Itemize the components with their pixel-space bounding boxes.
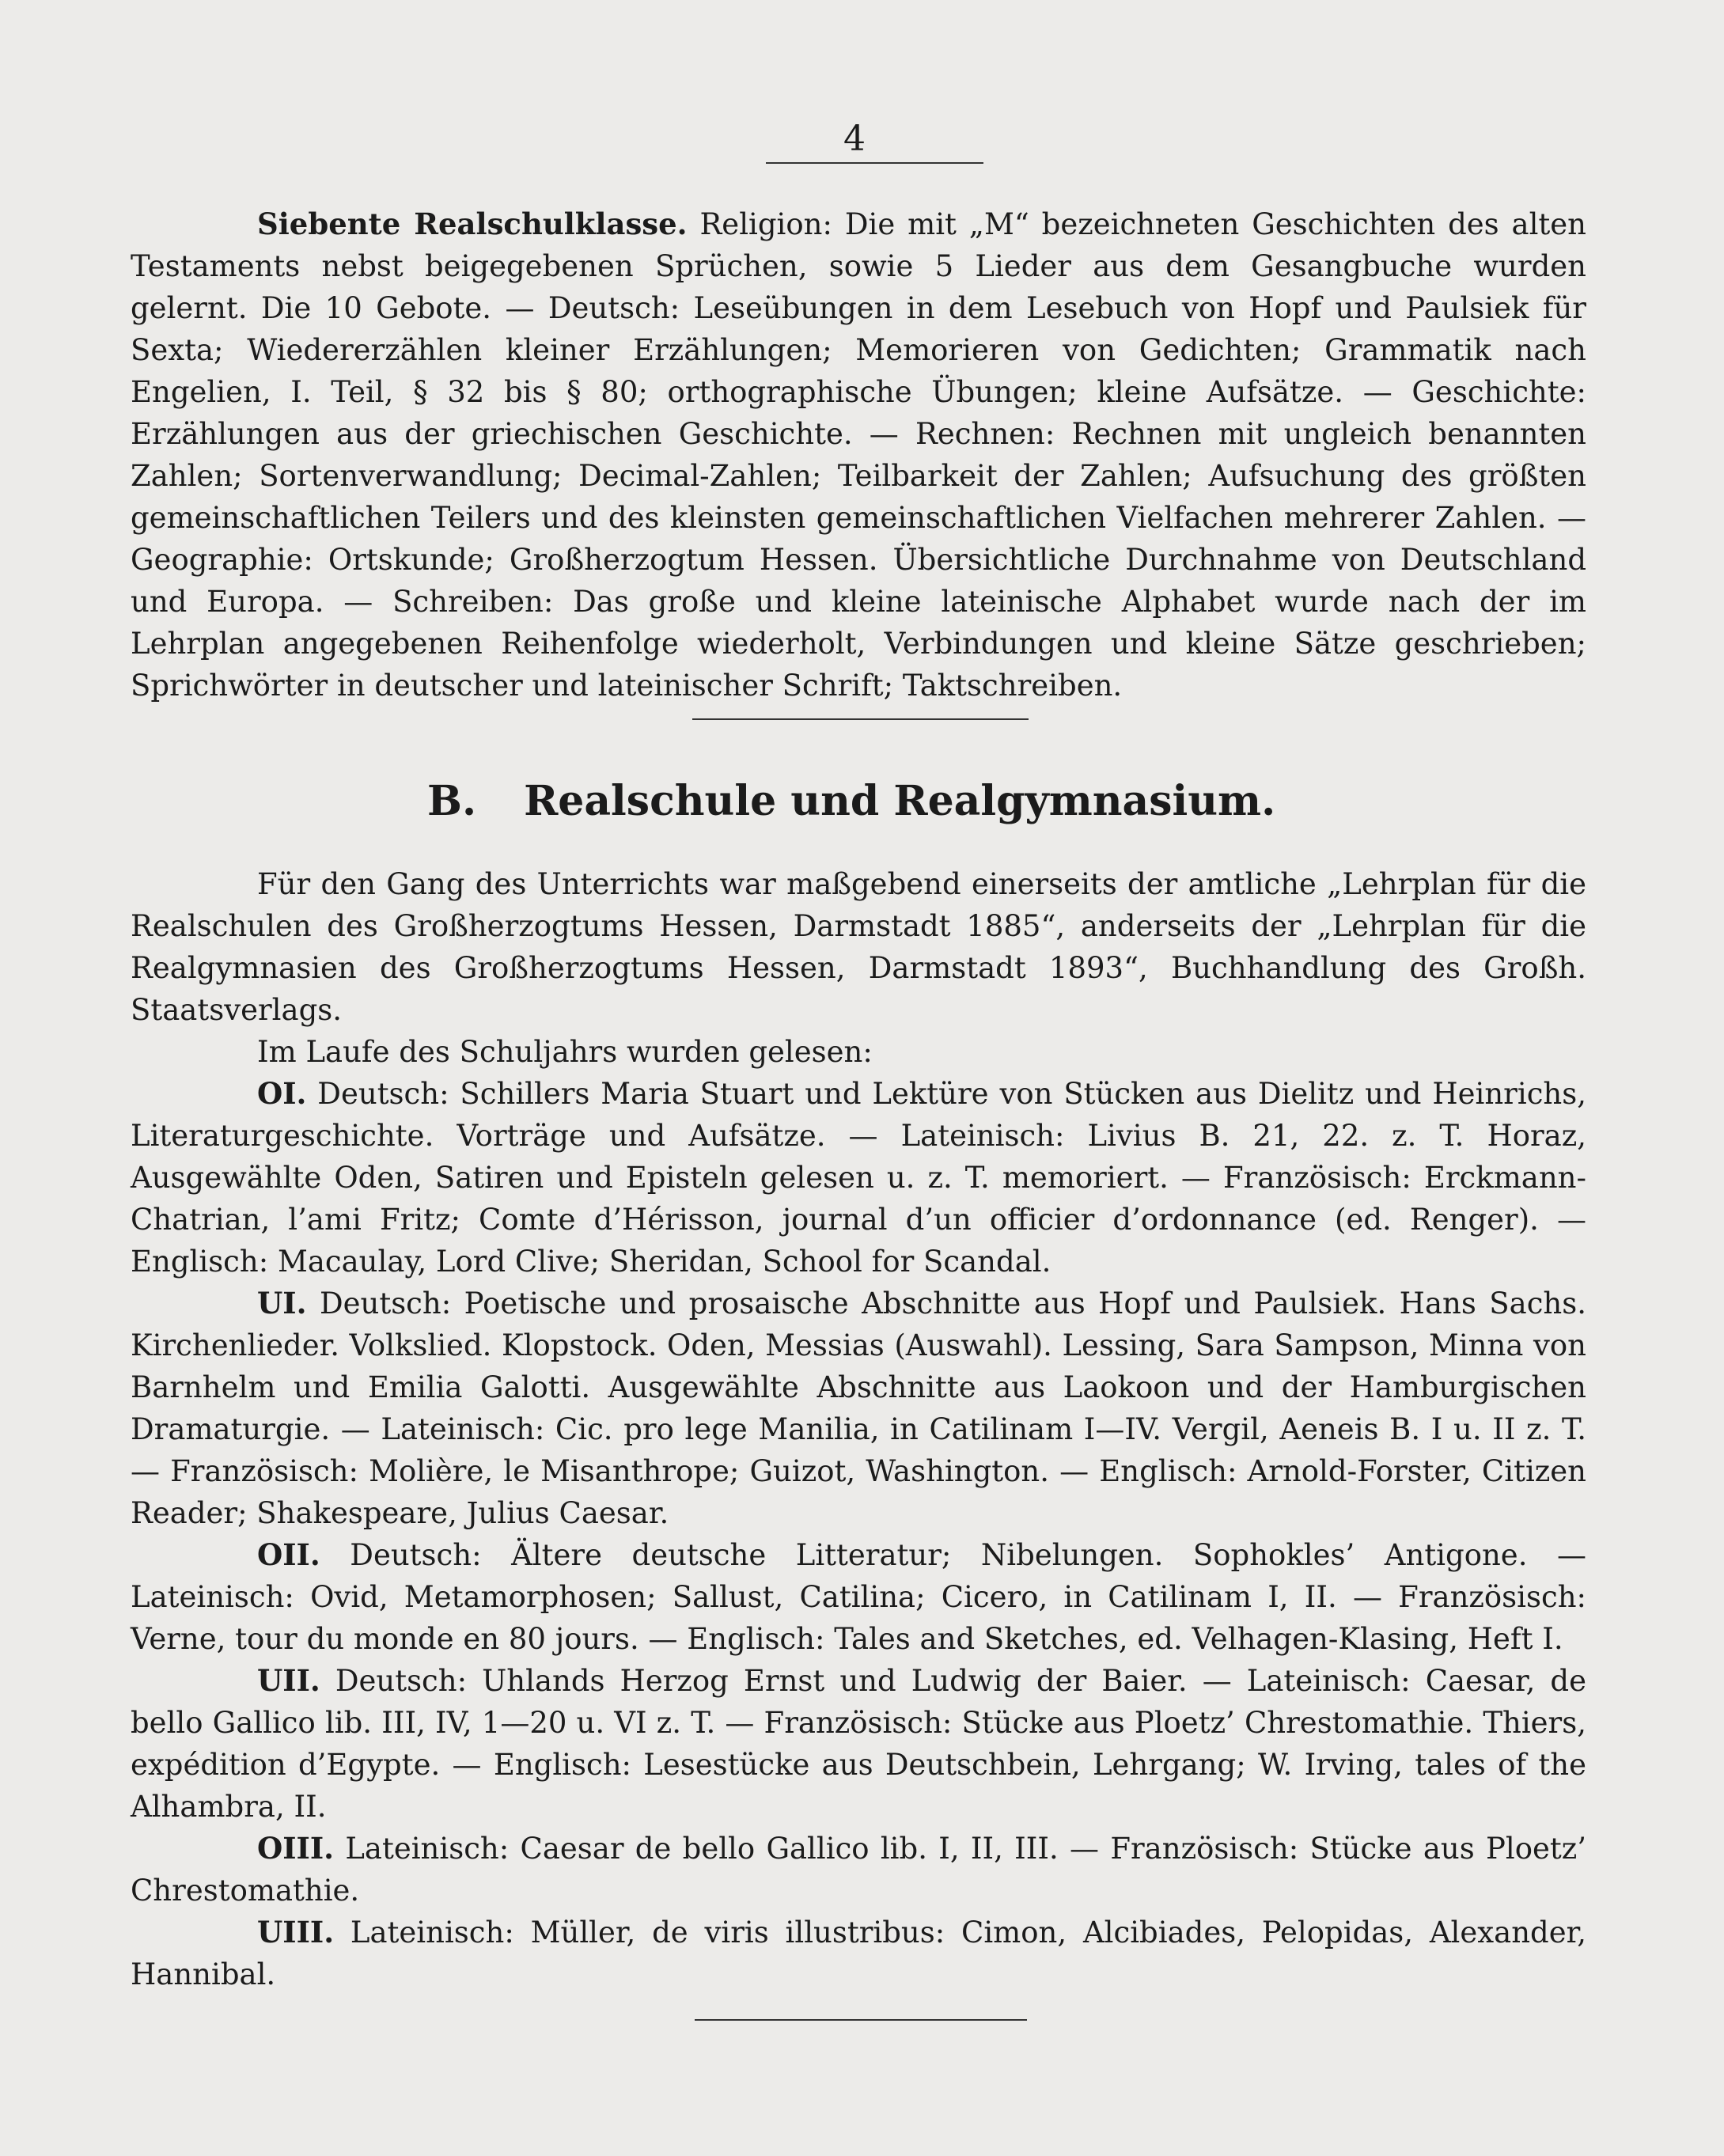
section-b-letter: B. [427,777,477,825]
class-label: UII. [257,1663,320,1698]
section-seventh-class [131,203,1586,707]
class-text: Deutsch: Poetische und prosaische Abschnitte aus Hopf und Paulsiek. Hans Sachs. Kirchenlieder. Volkslied. Klopstock. Oden, Messias (Auswahl). Lessing, Sara Sampson, Minna von Barnhelm und Emilia Galotti. Ausgewählte Abschnitte aus Laokoon und der Hamburgischen Dramaturgie. — Lateinisch: Cic. pro lege Manilia, in Catilinam I—IV. Vergil, Aeneis B. I u. II z. T. — Französisch: Molière, le Misanthrope; Guizot, Washington. — Englisch: Arnold-Forster, Citizen Reader; Shakespeare, Julius Caesar. [131,1286,1586,1530]
class-entry-uii [131,1660,1586,1828]
class-text: Deutsch: Ältere deutsche Litteratur; Nibelungen. Sophokles’ Antigone. — Lateinisch: Ovid, Metamorphosen; Sallust, Catilina; Cicero, in Catilinam I, II. — Französisch: Verne, tour du monde en 80 jours. — Englisch: Tales and Sketches, ed. Velhagen-Klasing, Heft I. [131,1538,1586,1656]
top-rule [766,162,983,164]
class-text: Lateinisch: Müller, de viris illustribus: Cimon, Alcibiades, Pelopidas, Alexander, Hannibal. [131,1915,1587,1991]
class-label: UIII. [257,1915,335,1949]
section-b-title: Realschule und Realgymnasium. [524,777,1276,825]
section-divider-rule [692,718,1029,720]
class-entry-ui [131,1283,1586,1534]
class-label: OII. [257,1537,320,1572]
class-text: Lateinisch: Caesar de bello Gallico lib. I, II, III. — Französisch: Stücke aus Ploetz’ Chrestomathie. [131,1832,1586,1908]
section-b-intro: Für den Gang des Unterrichts war maßgebend einerseits der amtliche „Lehrplan für die Realschulen des Großherzogtums Hessen, Darmstadt 1885“, anderseits der „Lehrplan für die Realgymnasien des Großherzogtums Hessen, Darmstadt 1893“, Buchhandlung des Großh. Staatsverlags. [131,867,1586,1027]
class-text: Deutsch: Schillers Maria Stuart und Lektüre von Stücken aus Dielitz und Heinrichs, Literaturgeschichte. Vorträge und Aufsätze. — Lateinisch: Livius B. 21, 22. z. T. Horaz, Ausgewählte Oden, Satiren und Episteln gelesen u. z. T. memoriert. — Französisch: Erckmann-Chatrian, l’ami Fritz; Comte d’Hérisson, journal d’un officier d’ordonnance (ed. Renger). — Englisch: Macaulay, Lord Clive; Sheridan, School for Scandal. [131,1077,1586,1279]
class-label: OIII. [257,1831,335,1866]
class-label: UI. [257,1286,307,1321]
section-b-heading [427,777,1313,825]
class-label: OI. [257,1076,307,1111]
section-b-lead: Im Laufe des Schuljahrs wurden gelesen: [257,1035,873,1069]
class-entry-oiii [131,1828,1586,1912]
class-entry-oii [131,1534,1586,1660]
seventh-class-heading: Siebente Realschulklasse. [257,207,688,241]
seventh-class-text: Religion: Die mit „M“ bezeichneten Geschichten des alten Testaments nebst beigegebenen Sprüchen, sowie 5 Lieder aus dem Gesangbuche wurden gelernt. Die 10 Gebote. — Deutsch: Leseübungen in dem Lesebuch von Hopf und Paulsiek für Sexta; Wiedererzählen kleiner Erzählungen; Memorieren von Gedichten; Grammatik nach Engelien, I. Teil, § 32 bis § 80; orthographische Übungen; kleine Aufsätze. — Geschichte: Erzählungen aus der griechischen Geschichte. — Rechnen: Rechnen mit ungleich benannten Zahlen; Sortenverwandlung; Decimal-Zahlen; Teilbarkeit der Zahlen; Aufsuchung des größten gemeinschaftlichen Teilers und des kleinsten gemeinschaftlichen Vielfachen mehrerer Zahlen. — Geographie: Ortskunde; Großherzogtum Hessen. Übersichtliche Durchnahme von Deutschland und Europa. — Schreiben: Das große und kleine lateinische Alphabet wurde nach der im Lehrplan angegebenen Reihenfolge wiederholt, Verbindungen und kleine Sätze geschrieben; Sprichwörter in deutscher und lateinischer Schrift; Taktschreiben. [131,207,1587,703]
class-entry-oi [131,1073,1586,1283]
class-entry-uiii [131,1912,1586,1995]
class-text: Deutsch: Uhlands Herzog Ernst und Ludwig der Baier. — Lateinisch: Caesar, de bello Gallico lib. III, IV, 1—20 u. VI z. T. — Französisch: Stücke aus Ploetz’ Chrestomathie. Thiers, expédition d’Egypte. — Englisch: Lesestücke aus Deutschbein, Lehrgang; W. Irving, tales of the Alhambra, II. [131,1664,1587,1824]
seventh-class-paragraph [131,203,1586,707]
section-b-body [131,863,1586,1995]
bottom-rule [695,2019,1027,2021]
page-number: 4 [843,119,866,159]
